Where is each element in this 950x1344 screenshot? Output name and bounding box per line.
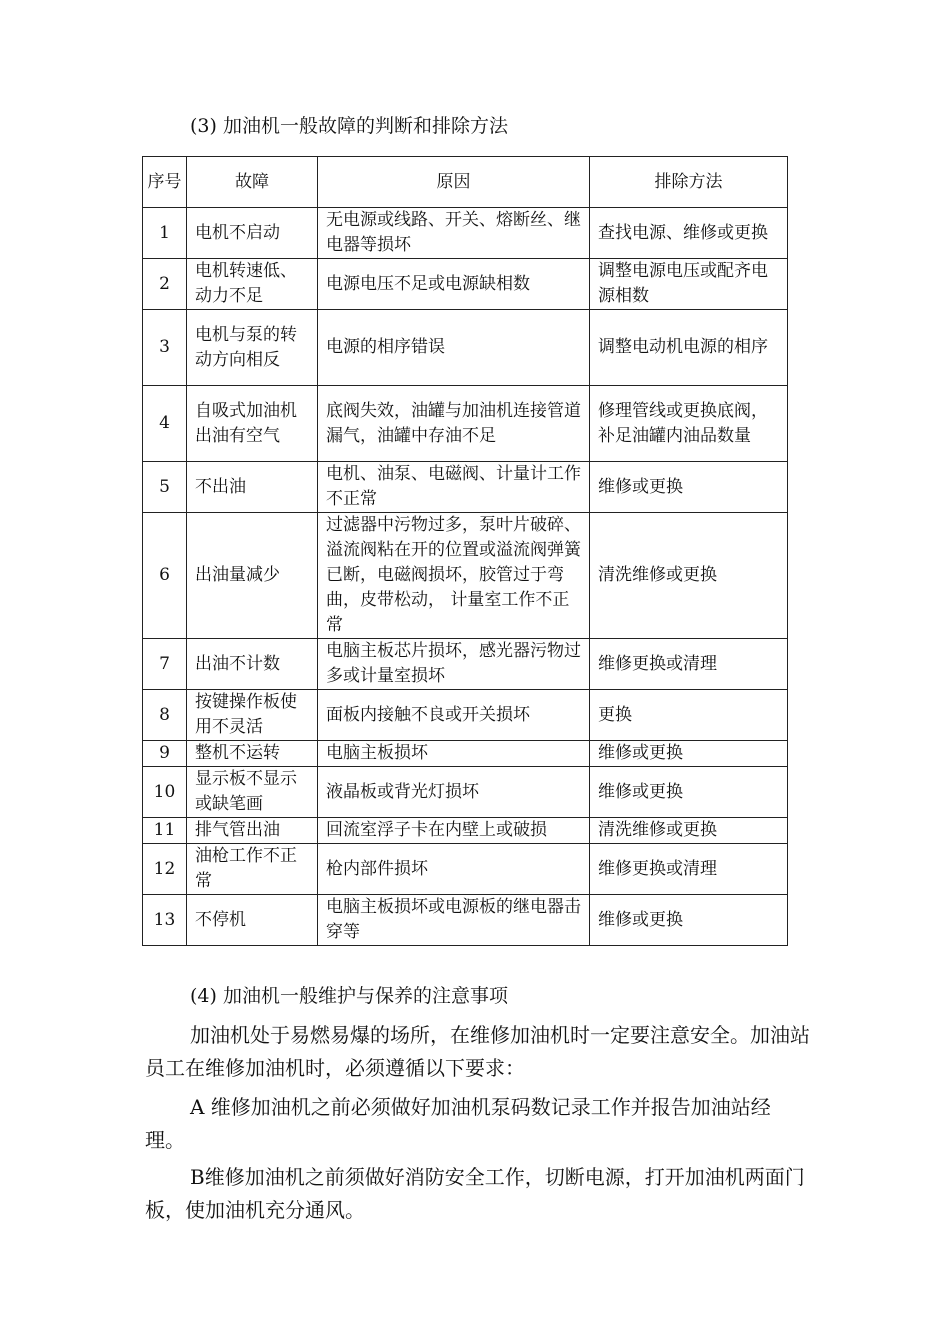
cell-number: 2 bbox=[143, 259, 187, 310]
header-fault: 故障 bbox=[187, 157, 318, 208]
cell-number: 7 bbox=[143, 639, 187, 690]
cell-cause: 电脑主板芯片损坏，感光器污物过多或计量室损坏 bbox=[318, 639, 590, 690]
cell-cause: 过滤器中污物过多，泵叶片破碎、溢流阀粘在开的位置或溢流阀弹簧已断，电磁阀损坏，胶管过于弯曲，皮带松动， 计量室工作不正常 bbox=[318, 513, 590, 639]
cell-cause: 电机、油泵、电磁阀、计量计工作不正常 bbox=[318, 462, 590, 513]
cell-fix: 清洗维修或更换 bbox=[590, 818, 788, 844]
section-3-title: (3) 加油机一般故障的判断和排除方法 bbox=[190, 115, 508, 137]
table-row bbox=[143, 844, 788, 895]
table-row bbox=[143, 208, 788, 259]
cell-number: 6 bbox=[143, 513, 187, 639]
cell-fix: 维修或更换 bbox=[590, 895, 788, 946]
cell-fault: 电机与泵的转动方向相反 bbox=[187, 310, 318, 386]
cell-fault: 出油不计数 bbox=[187, 639, 318, 690]
cell-fix: 维修或更换 bbox=[590, 462, 788, 513]
section-4-title: (4) 加油机一般维护与保养的注意事项 bbox=[190, 985, 508, 1007]
cell-cause: 电源电压不足或电源缺相数 bbox=[318, 259, 590, 310]
cell-cause: 电源的相序错误 bbox=[318, 310, 590, 386]
cell-cause: 底阀失效，油罐与加油机连接管道漏气，油罐中存油不足 bbox=[318, 386, 590, 462]
paragraph-requirement-a: A 维修加油机之前必须做好加油机泵码数记录工作并报告加油站经理。 bbox=[145, 1095, 771, 1152]
cell-fix: 维修更换或清理 bbox=[590, 639, 788, 690]
cell-number: 1 bbox=[143, 208, 187, 259]
cell-number: 12 bbox=[143, 844, 187, 895]
table-row bbox=[143, 895, 788, 946]
cell-fault: 整机不运转 bbox=[187, 741, 318, 767]
cell-fault: 排气管出油 bbox=[187, 818, 318, 844]
cell-fault: 按键操作板使用不灵活 bbox=[187, 690, 318, 741]
paragraph-safety-intro: 加油机处于易燃易爆的场所，在维修加油机时一定要注意安全。加油站员工在维修加油机时，必须遵循以下要求： bbox=[145, 1023, 810, 1080]
table-row bbox=[143, 386, 788, 462]
cell-number: 4 bbox=[143, 386, 187, 462]
cell-fault: 显示板不显示或缺笔画 bbox=[187, 767, 318, 818]
cell-fix: 修理管线或更换底阀，补足油罐内油品数量 bbox=[590, 386, 788, 462]
cell-fix: 维修更换或清理 bbox=[590, 844, 788, 895]
cell-cause: 枪内部件损坏 bbox=[318, 844, 590, 895]
cell-fix: 查找电源、维修或更换 bbox=[590, 208, 788, 259]
table-row bbox=[143, 690, 788, 741]
cell-fault: 出油量减少 bbox=[187, 513, 318, 639]
header-cause: 原因 bbox=[318, 157, 590, 208]
cell-fix: 维修或更换 bbox=[590, 767, 788, 818]
cell-cause: 无电源或线路、开关、熔断丝、继电器等损坏 bbox=[318, 208, 590, 259]
table-header-row bbox=[143, 157, 788, 208]
cell-number: 8 bbox=[143, 690, 187, 741]
table-row bbox=[143, 259, 788, 310]
cell-fix: 更换 bbox=[590, 690, 788, 741]
cell-number: 9 bbox=[143, 741, 187, 767]
table-row bbox=[143, 767, 788, 818]
cell-cause: 电脑主板损坏 bbox=[318, 741, 590, 767]
header-fix: 排除方法 bbox=[590, 157, 788, 208]
table-row bbox=[143, 513, 788, 639]
cell-cause: 回流室浮子卡在内壁上或破损 bbox=[318, 818, 590, 844]
cell-fault: 电机转速低、动力不足 bbox=[187, 259, 318, 310]
cell-cause: 液晶板或背光灯损坏 bbox=[318, 767, 590, 818]
table-row bbox=[143, 462, 788, 513]
cell-fix: 清洗维修或更换 bbox=[590, 513, 788, 639]
table-row bbox=[143, 818, 788, 844]
fault-table bbox=[142, 156, 788, 946]
cell-fix: 维修或更换 bbox=[590, 741, 788, 767]
table-row bbox=[143, 741, 788, 767]
header-number: 序号 bbox=[143, 157, 187, 208]
table-row bbox=[143, 310, 788, 386]
cell-fault: 不停机 bbox=[187, 895, 318, 946]
cell-number: 11 bbox=[143, 818, 187, 844]
cell-cause: 电脑主板损坏或电源板的继电器击穿等 bbox=[318, 895, 590, 946]
table-row bbox=[143, 639, 788, 690]
cell-cause: 面板内接触不良或开关损坏 bbox=[318, 690, 590, 741]
cell-number: 5 bbox=[143, 462, 187, 513]
cell-number: 10 bbox=[143, 767, 187, 818]
cell-fault: 油枪工作不正常 bbox=[187, 844, 318, 895]
cell-number: 3 bbox=[143, 310, 187, 386]
paragraph-requirement-b: B维修加油机之前须做好消防安全工作，切断电源，打开加油机两面门板，使加油机充分通风。 bbox=[145, 1165, 805, 1222]
cell-fault: 不出油 bbox=[187, 462, 318, 513]
cell-number: 13 bbox=[143, 895, 187, 946]
cell-fault: 电机不启动 bbox=[187, 208, 318, 259]
cell-fix: 调整电动机电源的相序 bbox=[590, 310, 788, 386]
cell-fix: 调整电源电压或配齐电源相数 bbox=[590, 259, 788, 310]
cell-fault: 自吸式加油机出油有空气 bbox=[187, 386, 318, 462]
